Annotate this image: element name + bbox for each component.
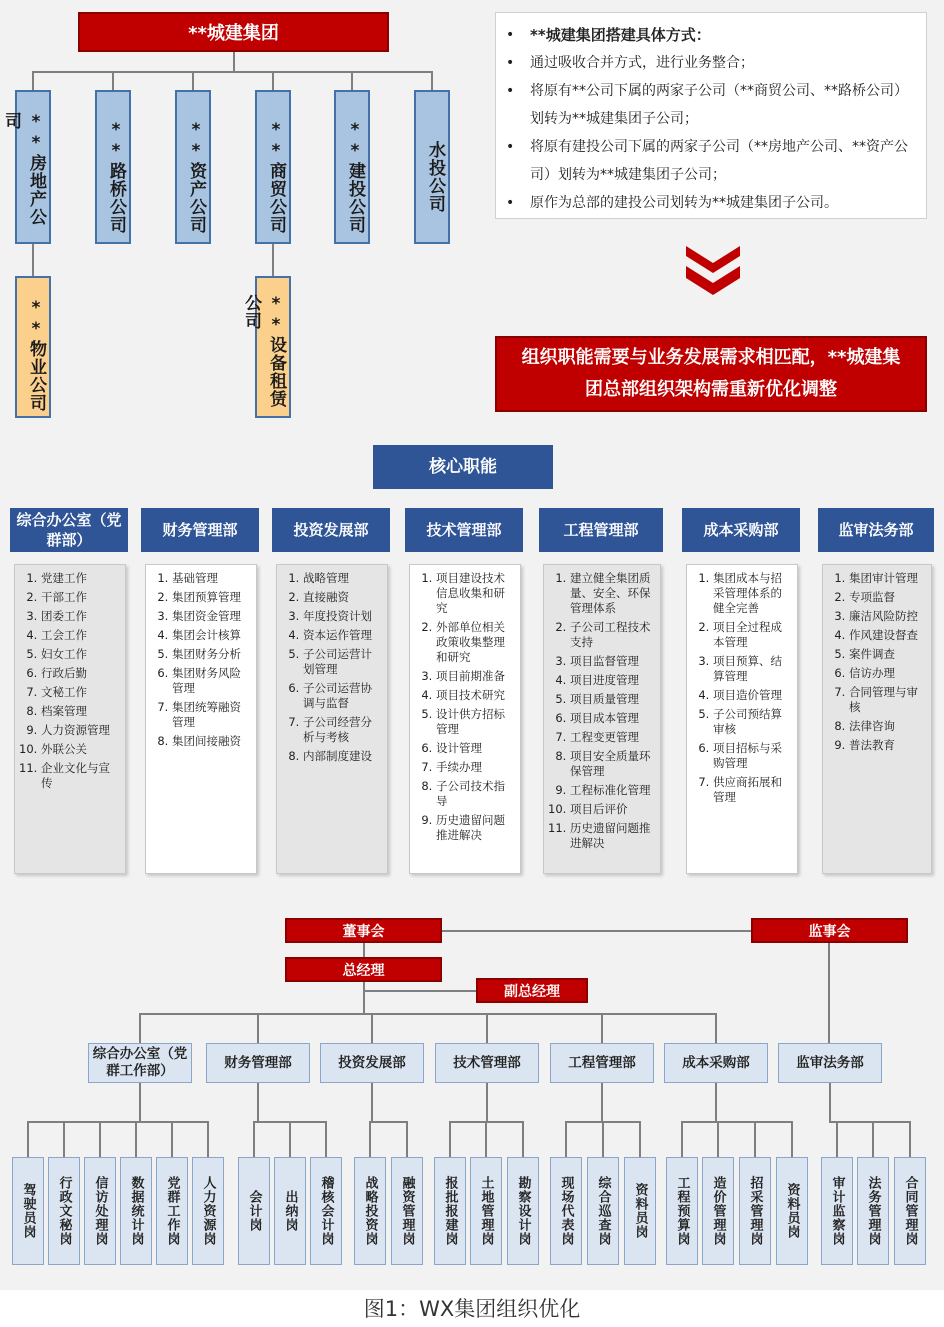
dept-header bbox=[539, 508, 663, 552]
duty-item: 7. 子公司经营分析与考核 bbox=[303, 715, 381, 745]
duty-item: 10. 外联公关 bbox=[41, 742, 119, 757]
subsidiary-construction-investment: **建投公司 bbox=[334, 90, 370, 244]
duty-item: 3. 团委工作 bbox=[41, 609, 119, 624]
duty-item: 6. 集团财务风险管理 bbox=[172, 666, 250, 696]
connector bbox=[431, 71, 433, 91]
duty-item: 4. 作风建设督查 bbox=[849, 628, 925, 643]
post-box: 合同管理岗 bbox=[894, 1157, 926, 1265]
dept-duties bbox=[145, 564, 257, 874]
connector bbox=[351, 71, 353, 91]
connector bbox=[272, 244, 274, 276]
org-dept-box: 投资发展部 bbox=[320, 1043, 424, 1083]
dept-header bbox=[141, 508, 259, 552]
duty-item: 1. 基础管理 bbox=[172, 571, 250, 586]
duty-item: 7. 供应商拓展和管理 bbox=[713, 775, 791, 805]
duty-item: 1. 党建工作 bbox=[41, 571, 119, 586]
connector bbox=[681, 1121, 683, 1157]
connector bbox=[442, 930, 751, 932]
duty-item: 3. 年度投资计划 bbox=[303, 609, 381, 624]
dept-header-label: 投资发展部 bbox=[293, 521, 369, 539]
org-dept-box: 成本采购部 bbox=[664, 1043, 768, 1083]
connector bbox=[257, 1013, 259, 1043]
duty-item: 4. 集团会计核算 bbox=[172, 628, 250, 643]
duty-item: 6. 设计管理 bbox=[436, 741, 514, 756]
duty-item: 7. 工程变更管理 bbox=[570, 730, 654, 745]
duty-item: 3. 集团资金管理 bbox=[172, 609, 250, 624]
duty-item: 1. 集团成本与招采管理体系的健全完善 bbox=[713, 571, 791, 616]
duty-item: 5. 集团财务分析 bbox=[172, 647, 250, 662]
connector bbox=[371, 1083, 373, 1121]
connector bbox=[32, 71, 432, 73]
duty-item: 6. 行政后勤 bbox=[41, 666, 119, 681]
post-box: 法务管理岗 bbox=[857, 1157, 889, 1265]
duty-item: 5. 子公司预结算审核 bbox=[713, 707, 791, 737]
connector bbox=[601, 1083, 603, 1121]
post-box: 审计监察岗 bbox=[821, 1157, 853, 1265]
post-box: 驾驶员岗 bbox=[12, 1157, 44, 1265]
post-box: 人力资源岗 bbox=[192, 1157, 224, 1265]
connector bbox=[289, 1121, 291, 1157]
duty-item: 1. 战略管理 bbox=[303, 571, 381, 586]
subsidiary-road-bridge: **路桥公司 bbox=[95, 90, 131, 244]
duty-item: 10. 项目后评价 bbox=[570, 802, 654, 817]
duty-item: 7. 合同管理与审核 bbox=[849, 685, 925, 715]
post-box: 会计岗 bbox=[238, 1157, 270, 1265]
duty-item: 8. 集团间接融资 bbox=[172, 734, 250, 749]
connector bbox=[63, 1121, 65, 1157]
connector bbox=[99, 1121, 101, 1157]
subsidiary-assets: **资产公司 bbox=[175, 90, 211, 244]
connector bbox=[829, 1121, 911, 1123]
duty-item: 2. 专项监督 bbox=[849, 590, 925, 605]
subsidiary-trade: **商贸公司 bbox=[255, 90, 291, 244]
connector bbox=[565, 1121, 567, 1157]
duty-item: 11. 企业文化与宣传 bbox=[41, 761, 119, 791]
connector bbox=[715, 1013, 717, 1043]
duty-item: 4. 项目造价管理 bbox=[713, 688, 791, 703]
post-box: 信访处理岗 bbox=[84, 1157, 116, 1265]
duty-item: 3. 项目监督管理 bbox=[570, 654, 654, 669]
duty-item: 7. 手续办理 bbox=[436, 760, 514, 775]
connector bbox=[486, 1013, 488, 1043]
subsidiary-real-estate: **房地产公司 bbox=[15, 90, 51, 244]
down-chevron-icon bbox=[686, 246, 740, 296]
general-manager-box: 总经理 bbox=[285, 957, 442, 982]
connector bbox=[371, 1013, 373, 1043]
org-dept-box: 综合办公室（党群工作部） bbox=[88, 1043, 192, 1083]
conclusion-box bbox=[495, 336, 927, 412]
supervisory-board-box: 监事会 bbox=[751, 918, 908, 943]
connector bbox=[207, 1121, 209, 1157]
duty-item: 9. 历史遗留问题推进解决 bbox=[436, 813, 514, 843]
connector bbox=[486, 1083, 488, 1121]
duty-item: 2. 项目全过程成本管理 bbox=[713, 620, 791, 650]
connector bbox=[233, 52, 235, 72]
dept-header bbox=[682, 508, 800, 552]
board-box: 董事会 bbox=[285, 918, 442, 943]
dept-duties bbox=[409, 564, 521, 874]
duty-item: 3. 廉洁风险防控 bbox=[849, 609, 925, 624]
duty-item: 4. 项目技术研究 bbox=[436, 688, 514, 703]
duty-item: 7. 文秘工作 bbox=[41, 685, 119, 700]
duty-item: 6. 信访办理 bbox=[849, 666, 925, 681]
connector bbox=[27, 1121, 209, 1123]
duty-item: 9. 普法教育 bbox=[849, 738, 925, 753]
duty-item: 1. 项目建设技术信息收集和研究 bbox=[436, 571, 514, 616]
connector bbox=[27, 1121, 29, 1157]
post-box: 稽核会计岗 bbox=[310, 1157, 342, 1265]
dept-duties bbox=[822, 564, 932, 874]
duty-item: 5. 案件调查 bbox=[849, 647, 925, 662]
post-box: 报批报建岗 bbox=[434, 1157, 466, 1265]
connector bbox=[872, 1121, 874, 1157]
post-box: 行政文秘岗 bbox=[48, 1157, 80, 1265]
connector bbox=[836, 1121, 838, 1157]
dept-header bbox=[818, 508, 934, 552]
connector bbox=[32, 244, 34, 276]
dept-header-label: 工程管理部 bbox=[563, 521, 639, 539]
group-title-box bbox=[78, 12, 389, 52]
duty-item: 1. 建立健全集团质量、安全、环保管理体系 bbox=[570, 571, 654, 616]
post-box: 数据统计岗 bbox=[120, 1157, 152, 1265]
duty-item: 9. 工程标准化管理 bbox=[570, 783, 654, 798]
post-box: 战略投资岗 bbox=[354, 1157, 386, 1265]
connector bbox=[139, 1083, 141, 1121]
duty-item: 2. 外部单位相关政策收集整理和研究 bbox=[436, 620, 514, 665]
post-box: 综合巡查岗 bbox=[587, 1157, 619, 1265]
org-dept-box: 财务管理部 bbox=[206, 1043, 310, 1083]
conclusion-text: 组织职能需要与业务发展需求相匹配，**城建集团总部组织架构需重新优化调整 bbox=[521, 347, 901, 400]
core-functions-title: 核心职能 bbox=[373, 445, 553, 489]
connector bbox=[253, 1121, 255, 1157]
dept-header bbox=[272, 508, 390, 552]
duty-item: 8. 档案管理 bbox=[41, 704, 119, 719]
connector bbox=[192, 71, 194, 91]
connector bbox=[522, 1121, 524, 1157]
sub-subsidiary-property: **物业公司 bbox=[15, 276, 51, 418]
duty-item: 9. 人力资源管理 bbox=[41, 723, 119, 738]
connector bbox=[363, 982, 365, 1014]
connector bbox=[32, 71, 34, 91]
dept-header-label: 监审法务部 bbox=[838, 521, 914, 539]
connector bbox=[681, 1121, 793, 1123]
dept-duties bbox=[276, 564, 388, 874]
duty-item: 5. 设计供方招标管理 bbox=[436, 707, 514, 737]
connector bbox=[171, 1121, 173, 1157]
notes-item: 将原有建投公司下属的两家子公司（**房地产公司、**资产公司）划转为**城建集团子公司； bbox=[530, 139, 908, 183]
post-box: 出纳岗 bbox=[274, 1157, 306, 1265]
duty-item: 3. 项目前期准备 bbox=[436, 669, 514, 684]
duty-item: 3. 项目预算、结算管理 bbox=[713, 654, 791, 684]
dept-duties bbox=[543, 564, 661, 874]
notes-item: 将原有**公司下属的两家子公司（**商贸公司、**路桥公司）划转为**城建集团子公司； bbox=[530, 83, 908, 127]
connector bbox=[449, 1121, 451, 1157]
duty-item: 8. 项目安全质量环保管理 bbox=[570, 749, 654, 779]
org-dept-box: 技术管理部 bbox=[435, 1043, 539, 1083]
post-box: 工程预算岗 bbox=[666, 1157, 698, 1265]
duty-item: 2. 集团预算管理 bbox=[172, 590, 250, 605]
connector bbox=[325, 1121, 327, 1157]
duty-item: 6. 项目成本管理 bbox=[570, 711, 654, 726]
org-dept-box: 工程管理部 bbox=[550, 1043, 654, 1083]
notes-heading: **城建集团搭建具体方式： bbox=[530, 26, 711, 44]
duty-item: 2. 干部工作 bbox=[41, 590, 119, 605]
post-box: 勘察设计岗 bbox=[507, 1157, 539, 1265]
dept-header-label: 财务管理部 bbox=[162, 521, 238, 539]
duty-item: 4. 项目进度管理 bbox=[570, 673, 654, 688]
group-title: **城建集团 bbox=[188, 23, 279, 44]
connector bbox=[406, 1121, 408, 1157]
duty-item: 11. 历史遗留问题推进解决 bbox=[570, 821, 654, 851]
duty-item: 7. 集团统筹融资管理 bbox=[172, 700, 250, 730]
dept-header bbox=[405, 508, 523, 552]
duty-item: 8. 法律咨询 bbox=[849, 719, 925, 734]
dept-duties bbox=[686, 564, 798, 874]
connector bbox=[112, 71, 114, 91]
connector bbox=[369, 1121, 371, 1157]
connector bbox=[602, 1121, 604, 1157]
connector bbox=[369, 1121, 408, 1123]
duty-item: 2. 直接融资 bbox=[303, 590, 381, 605]
deputy-gm-box: 副总经理 bbox=[476, 978, 588, 1003]
connector bbox=[135, 1121, 137, 1157]
post-box: 党群工作岗 bbox=[156, 1157, 188, 1265]
dept-header-label: 技术管理部 bbox=[426, 521, 502, 539]
connector bbox=[791, 1121, 793, 1157]
post-box: 融资管理岗 bbox=[391, 1157, 423, 1265]
dept-header-label: 综合办公室（党群部） bbox=[16, 511, 122, 549]
connector bbox=[909, 1121, 911, 1157]
restructure-notes: • **城建集团搭建具体方式： • 通过吸收合并方式，进行业务整合； • 将原有**公司下属的两家子公司（**商贸公司、**路桥公司）划转为**城建集团子公司； • 将原有建投公司下属的两家子公司（**房地产公司、**资产公司）划转为**城建集团子公司； • 原作为总部的建投公司划转为**城建集团子公司。 bbox=[495, 12, 927, 219]
post-box: 资料员岗 bbox=[776, 1157, 808, 1265]
duty-item: 8. 内部制度建设 bbox=[303, 749, 381, 764]
sub-subsidiary-equipment-leasing: **设备租赁公司 bbox=[255, 276, 291, 418]
org-dept-box: 监审法务部 bbox=[778, 1043, 882, 1083]
duty-item: 5. 项目质量管理 bbox=[570, 692, 654, 707]
post-box: 造价管理岗 bbox=[702, 1157, 734, 1265]
notes-item: 原作为总部的建投公司划转为**城建集团子公司。 bbox=[530, 195, 838, 211]
duty-item: 2. 子公司工程技术支持 bbox=[570, 620, 654, 650]
dept-header bbox=[10, 508, 128, 552]
connector bbox=[717, 1121, 719, 1157]
connector bbox=[754, 1121, 756, 1157]
figure-caption: 图1：WX集团组织优化 bbox=[0, 1292, 944, 1327]
duty-item: 8. 子公司技术指导 bbox=[436, 779, 514, 809]
subsidiary-water-investment: 水投公司 bbox=[414, 90, 450, 244]
connector bbox=[363, 943, 365, 957]
post-box: 资料员岗 bbox=[624, 1157, 656, 1265]
duty-item: 5. 子公司运营计划管理 bbox=[303, 647, 381, 677]
connector bbox=[272, 71, 274, 91]
connector bbox=[257, 1083, 259, 1121]
post-box: 招采管理岗 bbox=[739, 1157, 771, 1265]
connector bbox=[141, 1013, 717, 1015]
dept-header-label: 成本采购部 bbox=[703, 521, 779, 539]
duty-item: 4. 工会工作 bbox=[41, 628, 119, 643]
connector bbox=[828, 943, 830, 1043]
connector bbox=[715, 1083, 717, 1121]
duty-item: 6. 子公司运营协调与监督 bbox=[303, 681, 381, 711]
duty-item: 6. 项目招标与采购管理 bbox=[713, 741, 791, 771]
connector bbox=[601, 1013, 603, 1043]
post-box: 现场代表岗 bbox=[550, 1157, 582, 1265]
connector bbox=[639, 1121, 641, 1157]
post-box: 土地管理岗 bbox=[470, 1157, 502, 1265]
duty-item: 4. 资本运作管理 bbox=[303, 628, 381, 643]
notes-item: 通过吸收合并方式，进行业务整合； bbox=[530, 55, 754, 71]
connector bbox=[139, 1013, 141, 1043]
connector bbox=[829, 1083, 831, 1121]
duty-item: 5. 妇女工作 bbox=[41, 647, 119, 662]
duty-item: 1. 集团审计管理 bbox=[849, 571, 925, 586]
dept-duties bbox=[14, 564, 126, 874]
connector bbox=[485, 1121, 487, 1157]
connector bbox=[363, 990, 476, 992]
